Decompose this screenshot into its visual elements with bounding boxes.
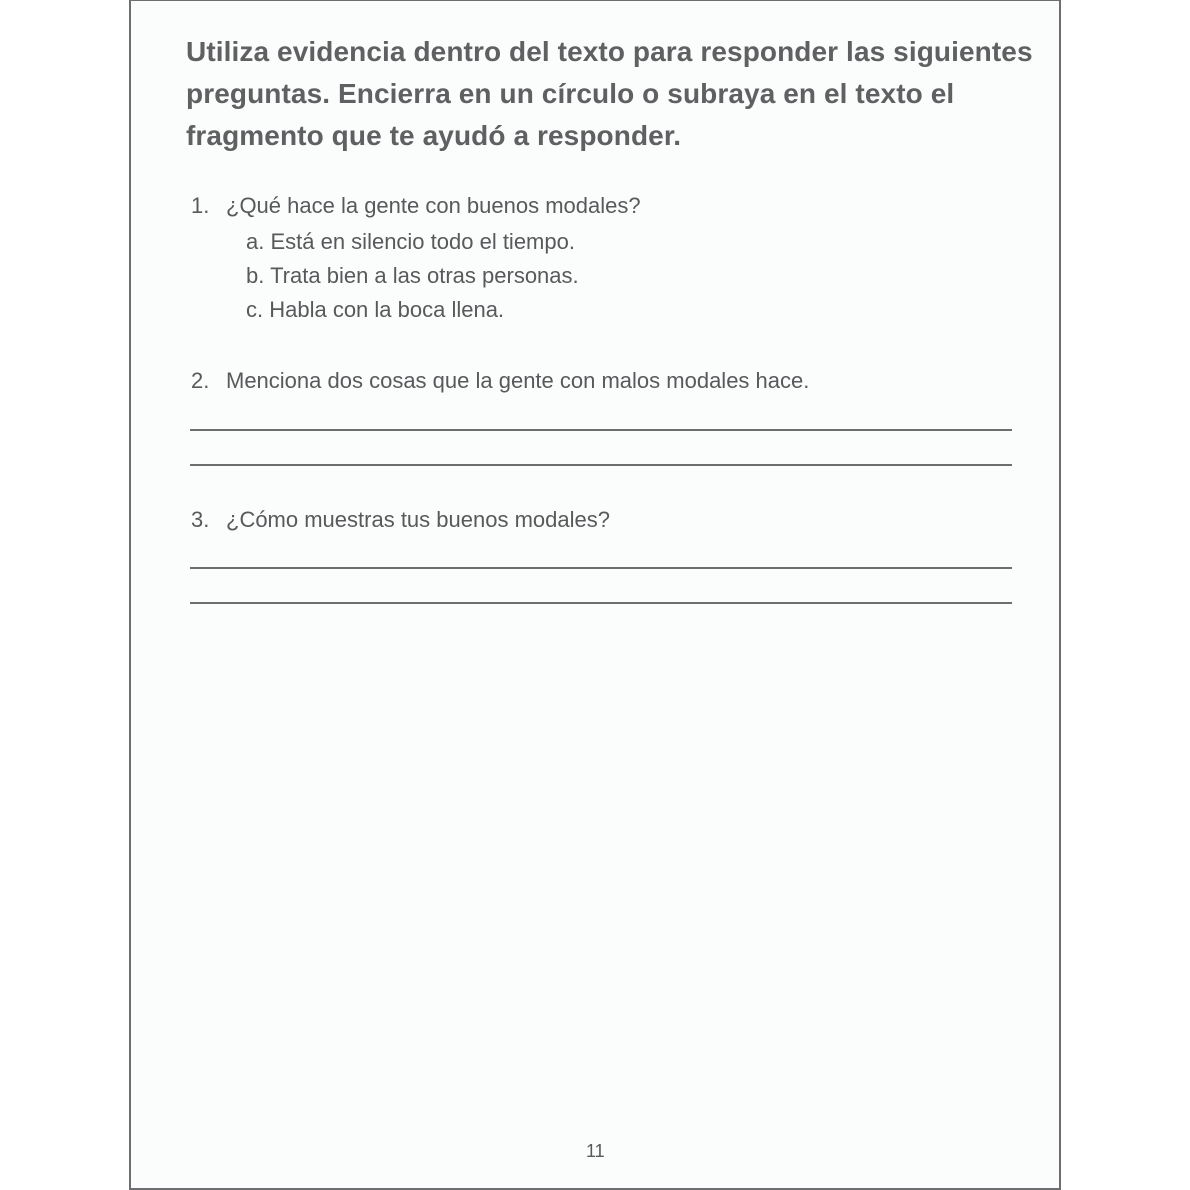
answer-line[interactable] bbox=[190, 567, 1012, 569]
page-number: 11 bbox=[586, 1141, 605, 1161]
instructions-heading: Utiliza evidencia dentro del texto para responder las siguientes preguntas. Encierra en un círculo o subraya en el texto el fragmento que te ayudó a responder. bbox=[186, 36, 1033, 151]
question-text: ¿Qué hace la gente con buenos modales? bbox=[226, 193, 641, 218]
option-a[interactable]: a. Está en silencio todo el tiempo. bbox=[246, 229, 575, 254]
question-2 bbox=[191, 368, 809, 394]
question-text: ¿Cómo muestras tus buenos modales? bbox=[226, 507, 610, 532]
worksheet-page bbox=[129, 0, 1061, 1190]
question-number: 2. bbox=[191, 368, 210, 393]
answer-line[interactable] bbox=[190, 464, 1012, 466]
question-3 bbox=[191, 507, 610, 533]
question-number: 3. bbox=[191, 507, 210, 532]
question-text: Menciona dos cosas que la gente con malos modales hace. bbox=[226, 368, 810, 393]
answer-line[interactable] bbox=[190, 602, 1012, 604]
option-c[interactable]: c. Habla con la boca llena. bbox=[246, 297, 505, 322]
option-b[interactable]: b. Trata bien a las otras personas. bbox=[246, 263, 579, 288]
answer-line[interactable] bbox=[190, 429, 1012, 431]
question-number: 1. bbox=[191, 193, 210, 218]
question-1 bbox=[191, 193, 641, 219]
